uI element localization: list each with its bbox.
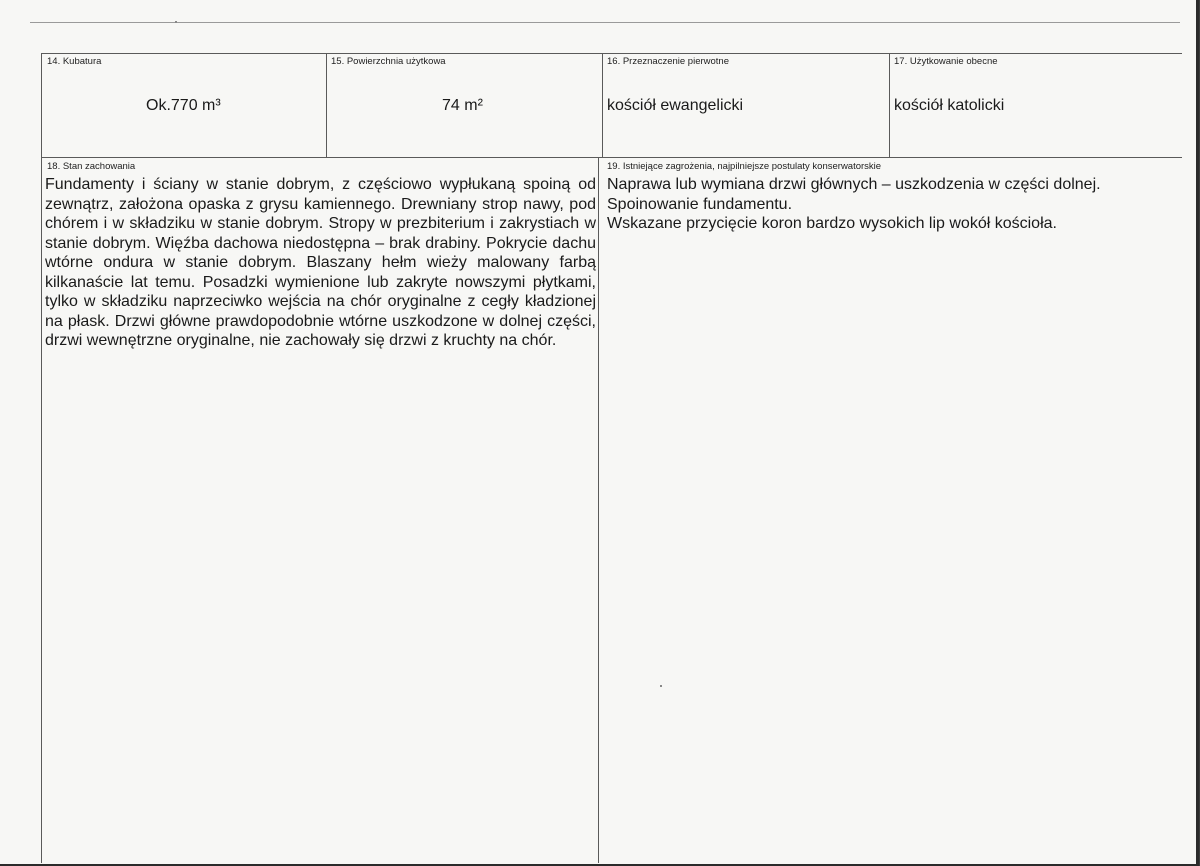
kubatura-value: Ok.770 m³ [146,97,221,114]
powierzchnia-label: 15. Powierzchnia użytkowa [331,56,446,67]
scan-speck [660,685,662,687]
stan-text [45,175,596,351]
scan-speck [175,21,177,23]
top-faint-rule [30,22,1180,23]
zagrozenia-label: 19. Istniejące zagrożenia, najpilniejsze postulaty konserwatorskie [607,161,882,172]
zagrozenia-text [607,175,1187,234]
stan-paragraph: Fundamenty i ściany w stanie dobrym, z częściowo wypłukaną spoiną od zewnątrz, założona opaska z grysu kamiennego. Drewniany strop nawy, pod chórem i w składziku w stanie dobrym. Stropy w prezbiterium i zakrystiach w stanie dobrym. Więźba dachowa niedostępna – brak drabiny. Pokrycie dachu wtórne ondura w stanie dobrym. Blaszany hełm wieży malowany farbą kilkanaście lat temu. Posadzki wymienione lub zakryte nowszymi płytkami, tylko w składziku naprzeciwko wejścia na chór oryginalne z cegły kładzionej na płask. Drzwi główne prawdopodobnie wtórne uszkodzone w dolnej części, drzwi wewnętrzne oryginalne, nie zachowały się drzwi z kruchty na chór. [45,176,596,349]
left-border [41,53,42,863]
uzytkowanie-value: kościół katolicki [894,97,1005,114]
divider-lower [598,157,599,863]
zagrozenia-line-2: Spoinowanie fundamentu. [607,195,793,213]
zagrozenia-line-1: Naprawa lub wymiana drzwi głównych – uszkodzenia w części dolnej. [607,176,1101,193]
przeznaczenie-label: 16. Przeznaczenie pierwotne [607,56,729,67]
kubatura-label: 14. Kubatura [47,56,102,67]
zagrozenia-line-3: Wskazane przycięcie koron bardzo wysokich lip wokół kościoła. [607,215,1057,232]
divider-col-2 [602,53,603,157]
powierzchnia-value: 74 m² [442,97,483,114]
row1-bottom-border [41,157,1182,158]
divider-col-1 [326,53,327,157]
uzytkowanie-label: 17. Użytkowanie obecne [894,56,998,67]
row1-top-border [41,53,1182,54]
divider-col-3 [889,53,890,157]
stan-label: 18. Stan zachowania [47,161,136,172]
przeznaczenie-value: kościół ewangelicki [607,97,744,114]
